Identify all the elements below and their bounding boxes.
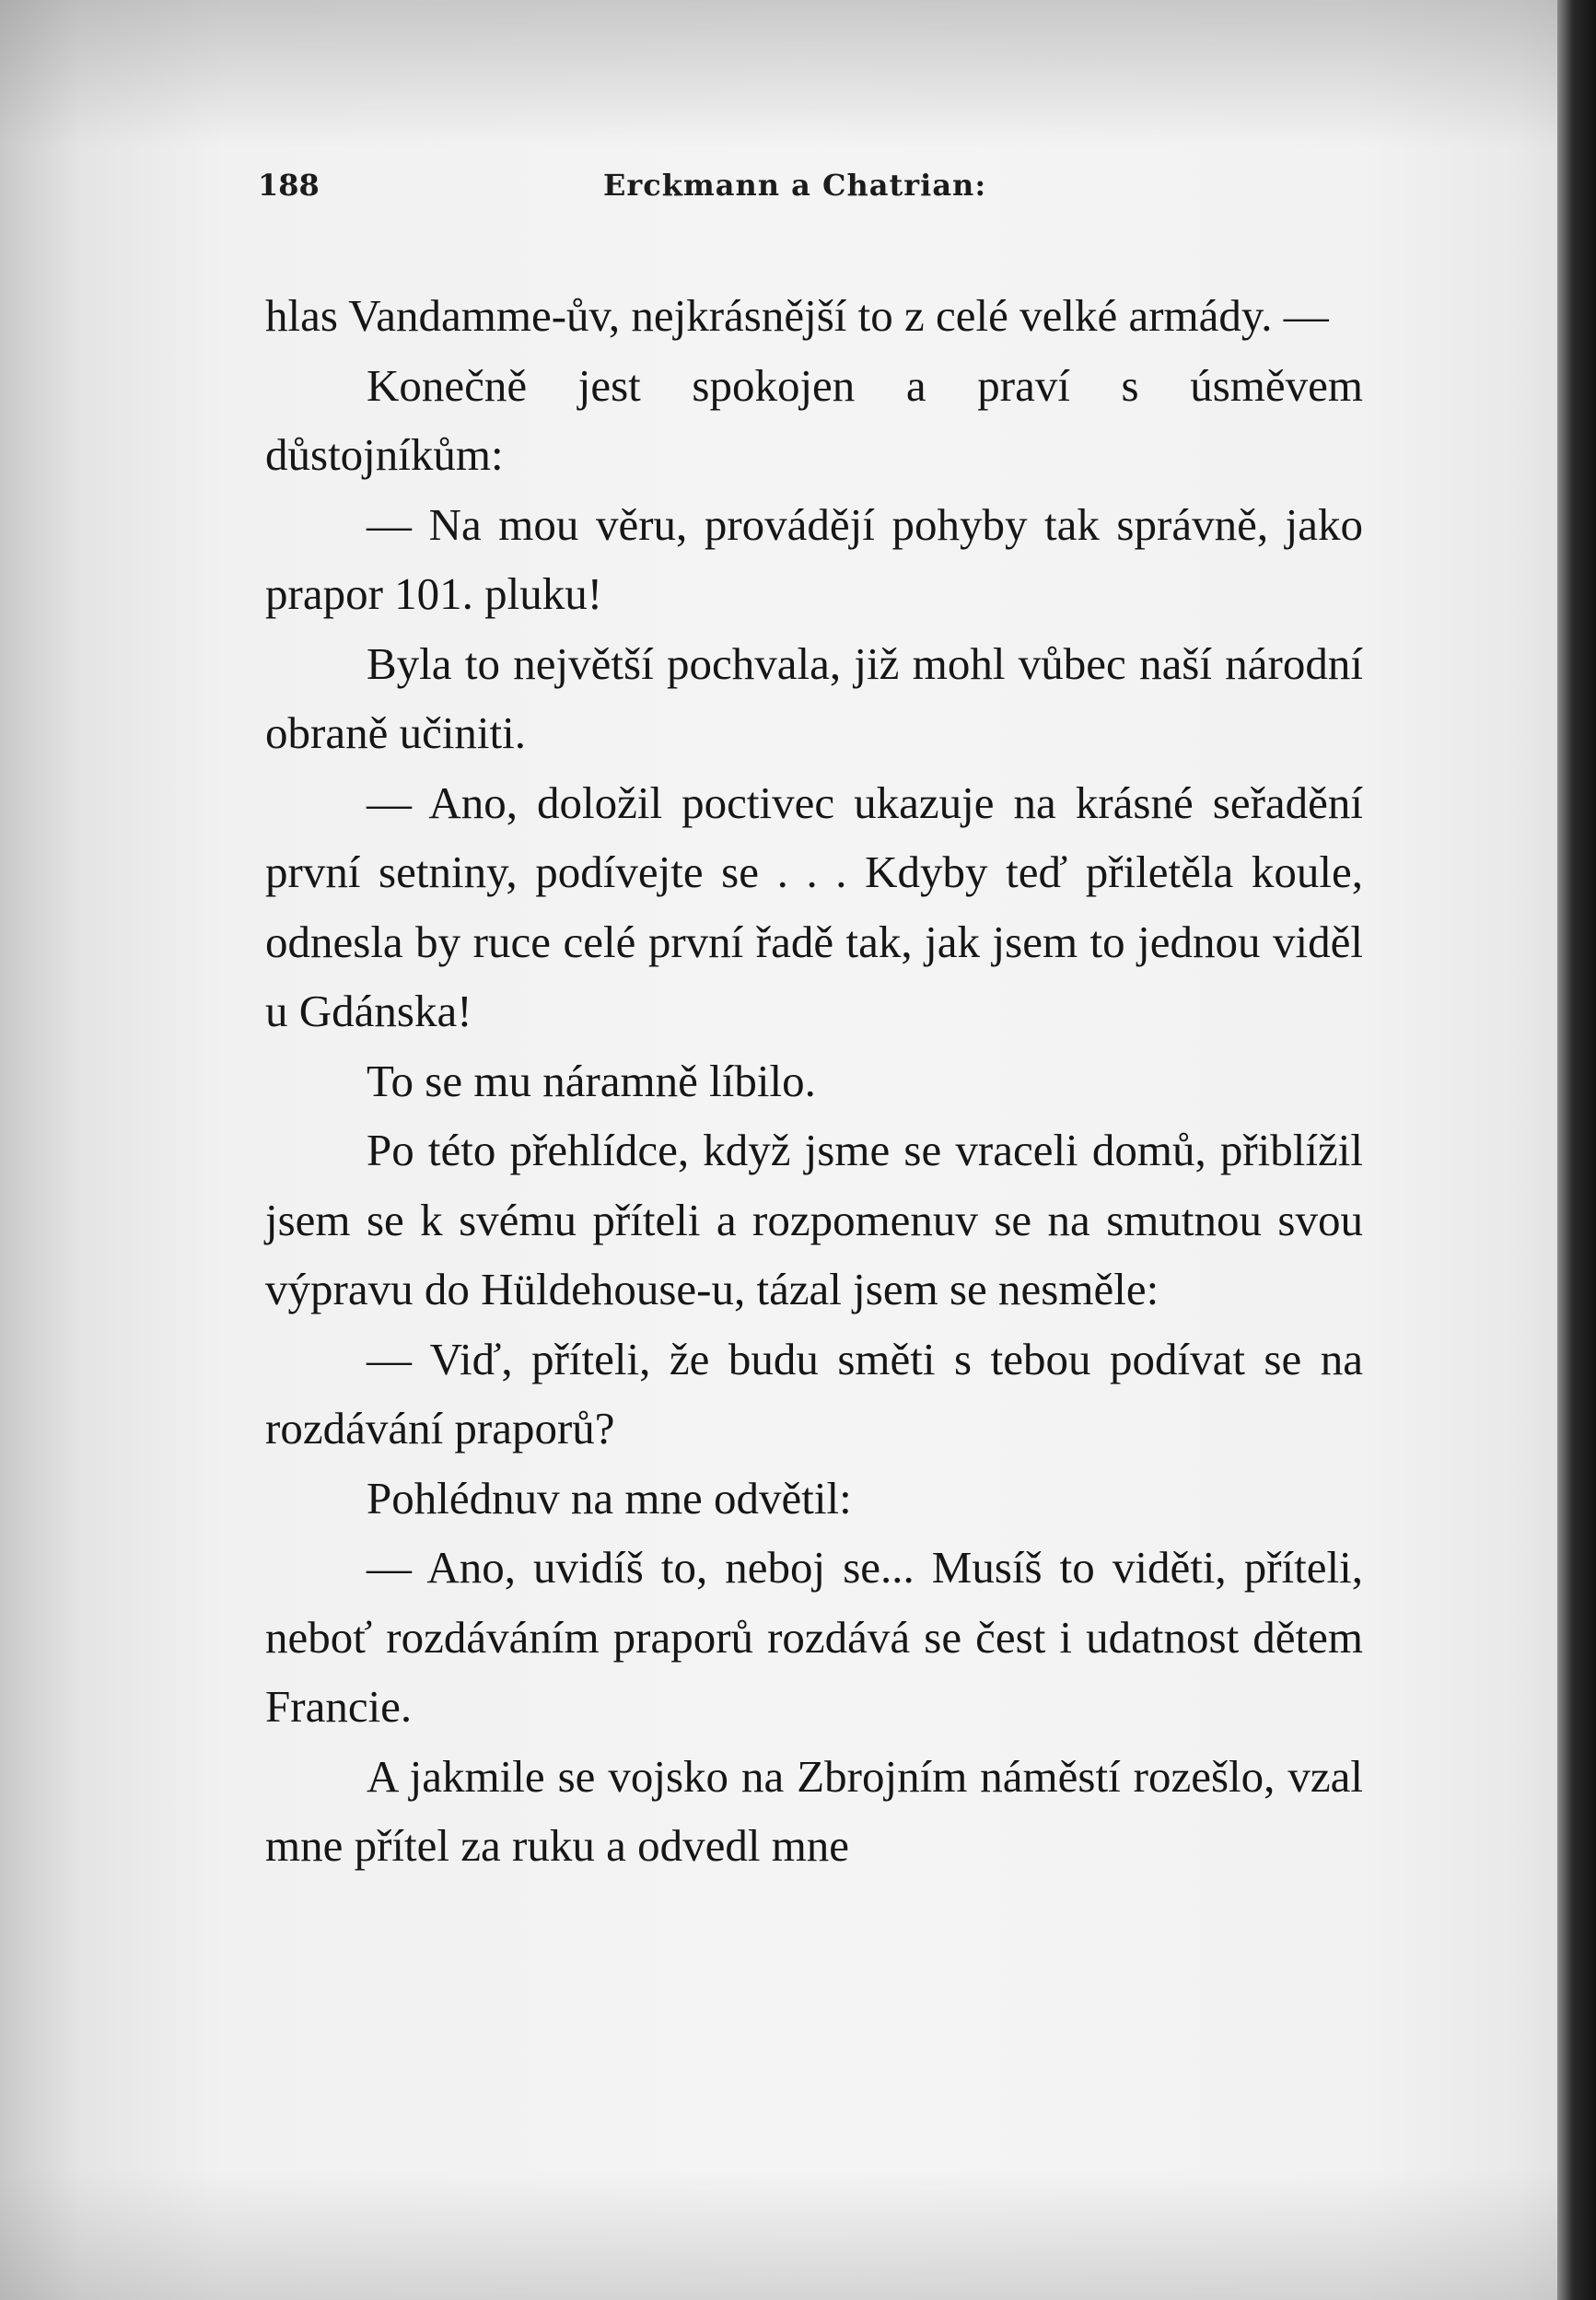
top-shadow [0, 0, 1596, 147]
paragraph: Konečně jest spokojen a praví s úsměvem důstojníkům: [265, 359, 1363, 480]
paragraph: hlas Vandamme-ův, nejkrásnější to z celé velké armády. — [265, 290, 1329, 341]
paragraph: — Viď, příteli, že budu směti s tebou podívat se na rozdávání praporů? [265, 1333, 1363, 1454]
paragraph: To se mu náramně líbilo. [367, 1055, 816, 1106]
paragraph: Po této přehlídce, když jsme se vraceli domů, přiblížil jsem se k svému příteli a rozpomenuv se na smutnou svou výpravu do Hüldehouse-u, tázal jsem se nesměle: [265, 1125, 1363, 1314]
running-head: Erckmann a Chatrian: [603, 168, 987, 203]
paragraph: Byla to největší pochvala, již mohl vůbec naší národní obraně učiniti. [265, 637, 1363, 758]
page-number: 188 [258, 168, 320, 203]
paragraph: — Ano, uvidíš to, neboj se... Musíš to viděti, příteli, neboť rozdáváním praporů rozdává se čest i udatnost dětem Francie. [265, 1542, 1363, 1732]
page-header [258, 168, 1031, 214]
paragraph: Pohlédnuv na mne odvětil: [367, 1472, 852, 1524]
paragraph: — Ano, doložil poctivec ukazuje na krásné seřadění první setniny, podívejte se . . . Kdyby teď přiletěla koule, odnesla by ruce celé první řadě tak, jak jsem to jednou viděl u Gdánska! [265, 776, 1363, 1036]
bottom-shadow [0, 2171, 1596, 2300]
page-edge-shadow [1557, 0, 1596, 2300]
paragraph: A jakmile se vojsko na Zbrojním náměstí rozešlo, vzal mne přítel za ruku a odvedl mne [265, 1750, 1363, 1871]
body-text [265, 281, 1363, 1881]
paragraph: — Na mou věru, provádějí pohyby tak správně, jako prapor 101. pluku! [265, 498, 1363, 619]
